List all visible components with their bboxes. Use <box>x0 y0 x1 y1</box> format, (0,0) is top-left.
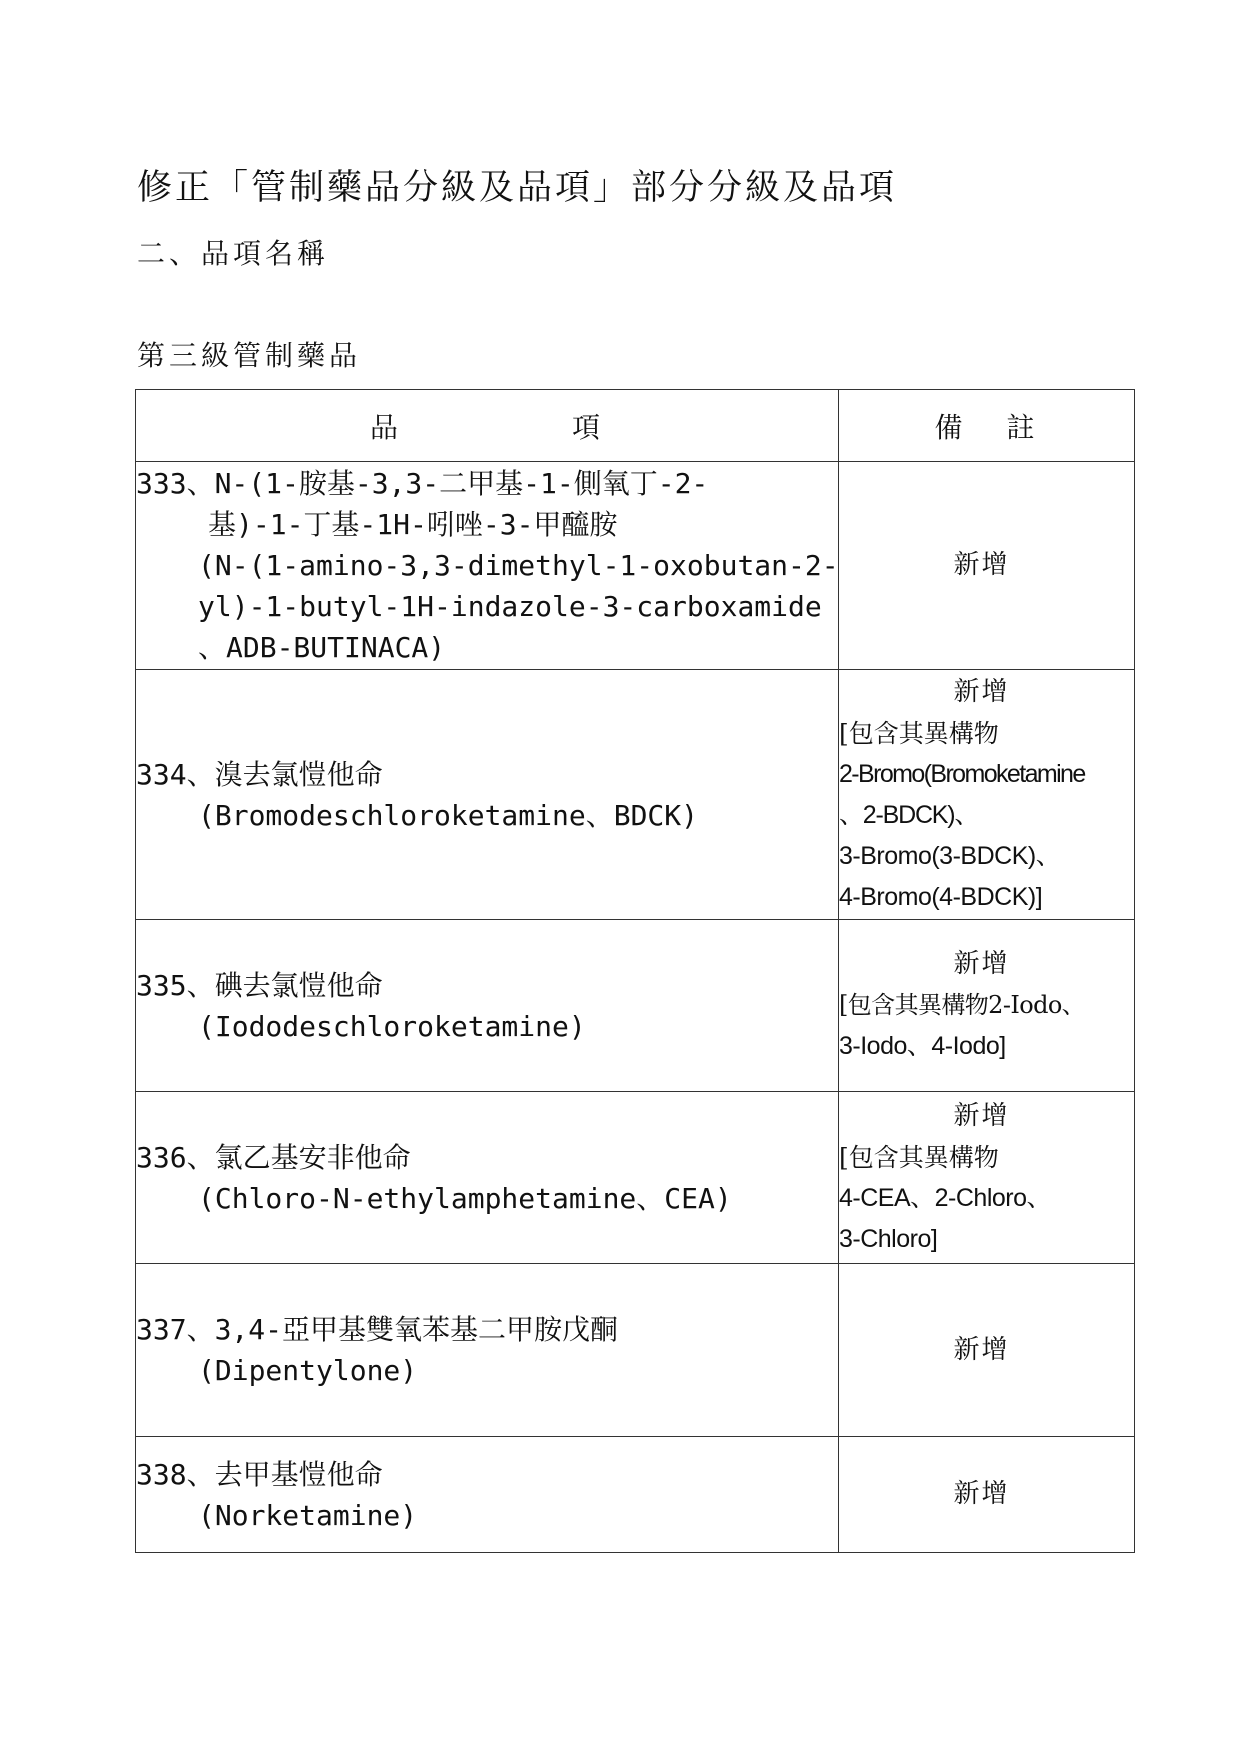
note-line: 2-Bromo(Bromoketamine <box>839 759 1085 788</box>
item-line: 334、溴去氯愷他命 <box>136 757 383 791</box>
note-status: 新增 <box>953 1479 1010 1509</box>
item-line: 335、碘去氯愷他命 <box>136 968 383 1002</box>
item-line: yl)-1-butyl-1H-indazole-3-carboxamide <box>198 590 822 623</box>
note-status: 新增 <box>953 550 1010 580</box>
item-line: (Chloro-N-ethylamphetamine、CEA) <box>198 1181 732 1215</box>
note-line: 3-Chloro] <box>839 1224 938 1253</box>
note-header-right: 註 <box>1006 410 1039 444</box>
item-line: (Dipentylone) <box>198 1354 418 1387</box>
table-row <box>136 1264 1135 1437</box>
document-title: 修正「管制藥品分級及品項」部分分級及品項 <box>137 168 898 208</box>
note-line: [包含其異構物 <box>839 1142 999 1172</box>
item-cell <box>136 462 839 670</box>
item-cell <box>136 920 839 1092</box>
item-cell <box>136 1092 839 1264</box>
note-cell <box>839 670 1135 920</box>
item-column-header <box>136 390 839 462</box>
controlled-drug-table <box>135 389 1135 1553</box>
item-header-right: 項 <box>572 410 605 444</box>
note-status: 新增 <box>953 1100 1010 1131</box>
item-line: 338、去甲基愷他命 <box>136 1457 383 1491</box>
item-cell <box>136 1264 839 1437</box>
note-status: 新增 <box>953 1334 1010 1365</box>
table-row <box>136 1092 1135 1264</box>
item-header-left: 品 <box>369 410 402 444</box>
item-cell <box>136 670 839 920</box>
note-cell <box>839 1437 1135 1553</box>
note-line: 3-Bromo(3-BDCK)、 <box>839 841 1061 870</box>
item-line: 基)-1-丁基-1H-吲唑-3-甲醯胺 <box>208 508 618 541</box>
item-line: 333、N-(1-胺基-3,3-二甲基-1-側氧丁-2- <box>136 467 709 500</box>
table-row <box>136 1437 1135 1553</box>
note-header-left: 備 <box>934 410 967 444</box>
note-line: [包含其異構物2-Iodo、 <box>839 991 1086 1019</box>
item-line: (N-(1-amino-3,3-dimethyl-1-oxobutan-2- <box>198 549 839 582</box>
note-status: 新增 <box>953 676 1010 707</box>
note-cell <box>839 1092 1135 1264</box>
note-line: 4-CEA、2-Chloro、 <box>839 1183 1052 1212</box>
table-row <box>136 462 1135 670</box>
table-row <box>136 920 1135 1092</box>
item-cell <box>136 1437 839 1553</box>
item-line: (Iododeschloroketamine) <box>198 1009 586 1043</box>
table-header-row <box>136 390 1135 462</box>
item-line: 、ADB-BUTINACA) <box>198 631 446 664</box>
schedule-heading: 第三級管制藥品 <box>137 339 362 372</box>
section-heading: 二、品項名稱 <box>137 237 330 270</box>
item-line: (Norketamine) <box>198 1498 418 1532</box>
item-line: 336、氯乙基安非他命 <box>136 1140 411 1174</box>
table-row <box>136 670 1135 920</box>
note-cell <box>839 1264 1135 1437</box>
note-line: 、2-BDCK)、 <box>839 800 979 829</box>
item-line: (Bromodeschloroketamine、BDCK) <box>198 798 699 832</box>
note-column-header <box>839 390 1135 462</box>
note-line: [包含其異構物 <box>839 718 999 748</box>
note-status: 新增 <box>953 949 1010 979</box>
note-line: 3-Iodo、4-Iodo] <box>839 1032 1006 1060</box>
note-cell <box>839 920 1135 1092</box>
note-cell <box>839 462 1135 670</box>
item-line: 337、3,4-亞甲基雙氧苯基二甲胺戊酮 <box>136 1313 619 1346</box>
note-line: 4-Bromo(4-BDCK)] <box>839 882 1043 911</box>
